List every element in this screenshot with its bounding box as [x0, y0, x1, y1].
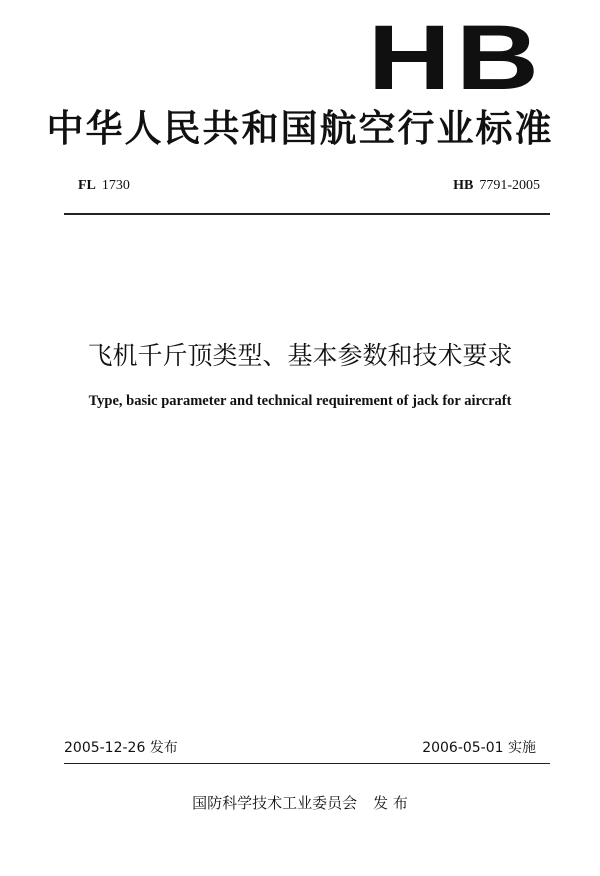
- effective-date: 2006-05-01 实施: [422, 740, 536, 756]
- standard-number-value: 7791-2005: [479, 178, 540, 193]
- standard-number-prefix: HB: [453, 178, 474, 193]
- category-code-number: 1730: [101, 178, 130, 193]
- issue-date: 2005-12-26 发布: [64, 740, 178, 756]
- category-code-prefix: FL: [78, 178, 96, 193]
- category-code: [78, 178, 130, 194]
- issuer-action: 发 布: [373, 794, 408, 812]
- hb-logo: HB: [367, 7, 544, 109]
- issuer-line: [0, 792, 600, 813]
- bottom-divider: [64, 763, 550, 764]
- top-divider: [64, 213, 550, 215]
- document-title-english: Type, basic parameter and technical requirement of jack for aircraft: [88, 393, 512, 409]
- issuer-name: 国防科学技术工业委员会: [192, 794, 358, 812]
- document-title-chinese: 飞机千斤顶类型、基本参数和技术要求: [87, 341, 513, 370]
- standard-org-title: 中华人民共和国航空行业标准: [46, 107, 554, 150]
- standard-number: [453, 178, 540, 194]
